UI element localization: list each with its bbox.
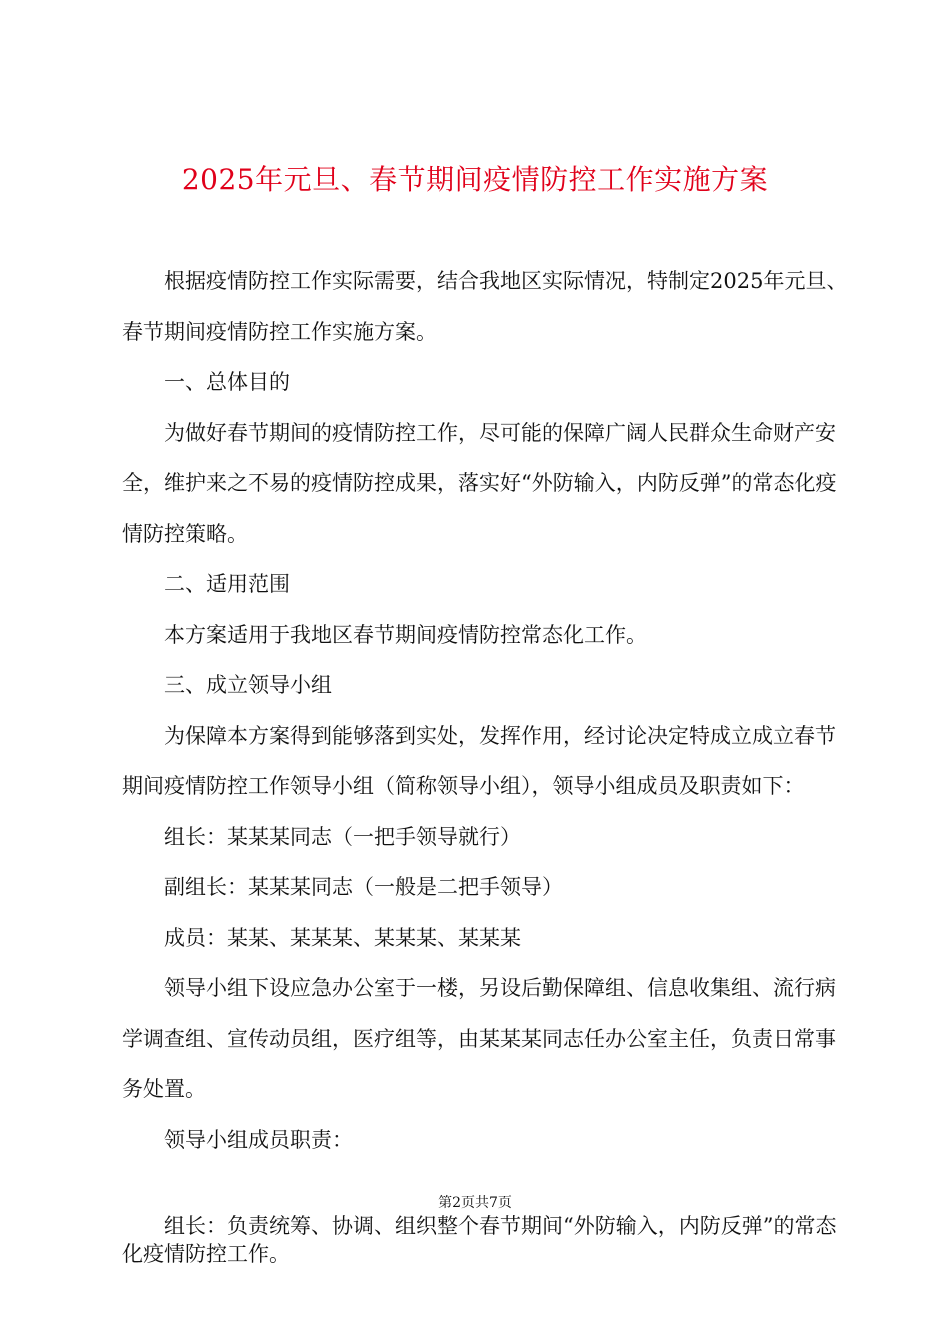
next-page-content <box>122 1212 852 1268</box>
duties-heading: 领导小组成员职责： <box>164 1127 353 1152</box>
section-heading-objective: 一、总体目的 <box>164 370 290 394</box>
leader-duty-paragraph: 组长：负责统筹、协调、组织整个春节期间“外防输入，内防反弹”的常态化疫情防控工作。 <box>122 1214 837 1266</box>
leadership-paragraph: 为保障本方案得到能够落到实处，发挥作用，经讨论决定特成立成立春节期间疫情防控工作领导小组（简称领导小组），领导小组成员及职责如下： <box>122 723 836 798</box>
objective-paragraph: 为做好春节期间的疫情防控工作，尽可能的保障广阔人民群众生命财产安全，维护来之不易的疫情防控成果，落实好“外防输入，内防反弹”的常态化疫情防控策略。 <box>122 420 837 546</box>
intro-paragraph: 根据疫情防控工作实际需要，结合我地区实际情况，特制定2025年元旦、春节期间疫情防控工作实施方案。 <box>122 269 848 344</box>
leader-line: 组长：某某某同志（一把手领导就行） <box>164 824 521 849</box>
deputy-leader-line: 副组长：某某某同志（一般是二把手领导） <box>164 875 563 899</box>
section-heading-scope: 二、适用范围 <box>164 572 290 596</box>
section-heading-leadership: 三、成立领导小组 <box>164 673 332 697</box>
members-line: 成员：某某、某某某、某某某、某某某 <box>164 925 521 950</box>
scope-paragraph: 本方案适用于我地区春节期间疫情防控常态化工作。 <box>164 622 647 647</box>
document-title: 2025年元旦、春节期间疫情防控工作实施方案 <box>181 163 769 196</box>
office-paragraph: 领导小组下设应急办公室于一楼，另设后勤保障组、信息收集组、流行病学调查组、宣传动员组，医疗组等，由某某某同志任办公室主任，负责日常事务处置。 <box>122 976 836 1101</box>
document-body <box>122 256 852 1165</box>
page-footer: 第2页共7页 <box>438 1195 512 1211</box>
